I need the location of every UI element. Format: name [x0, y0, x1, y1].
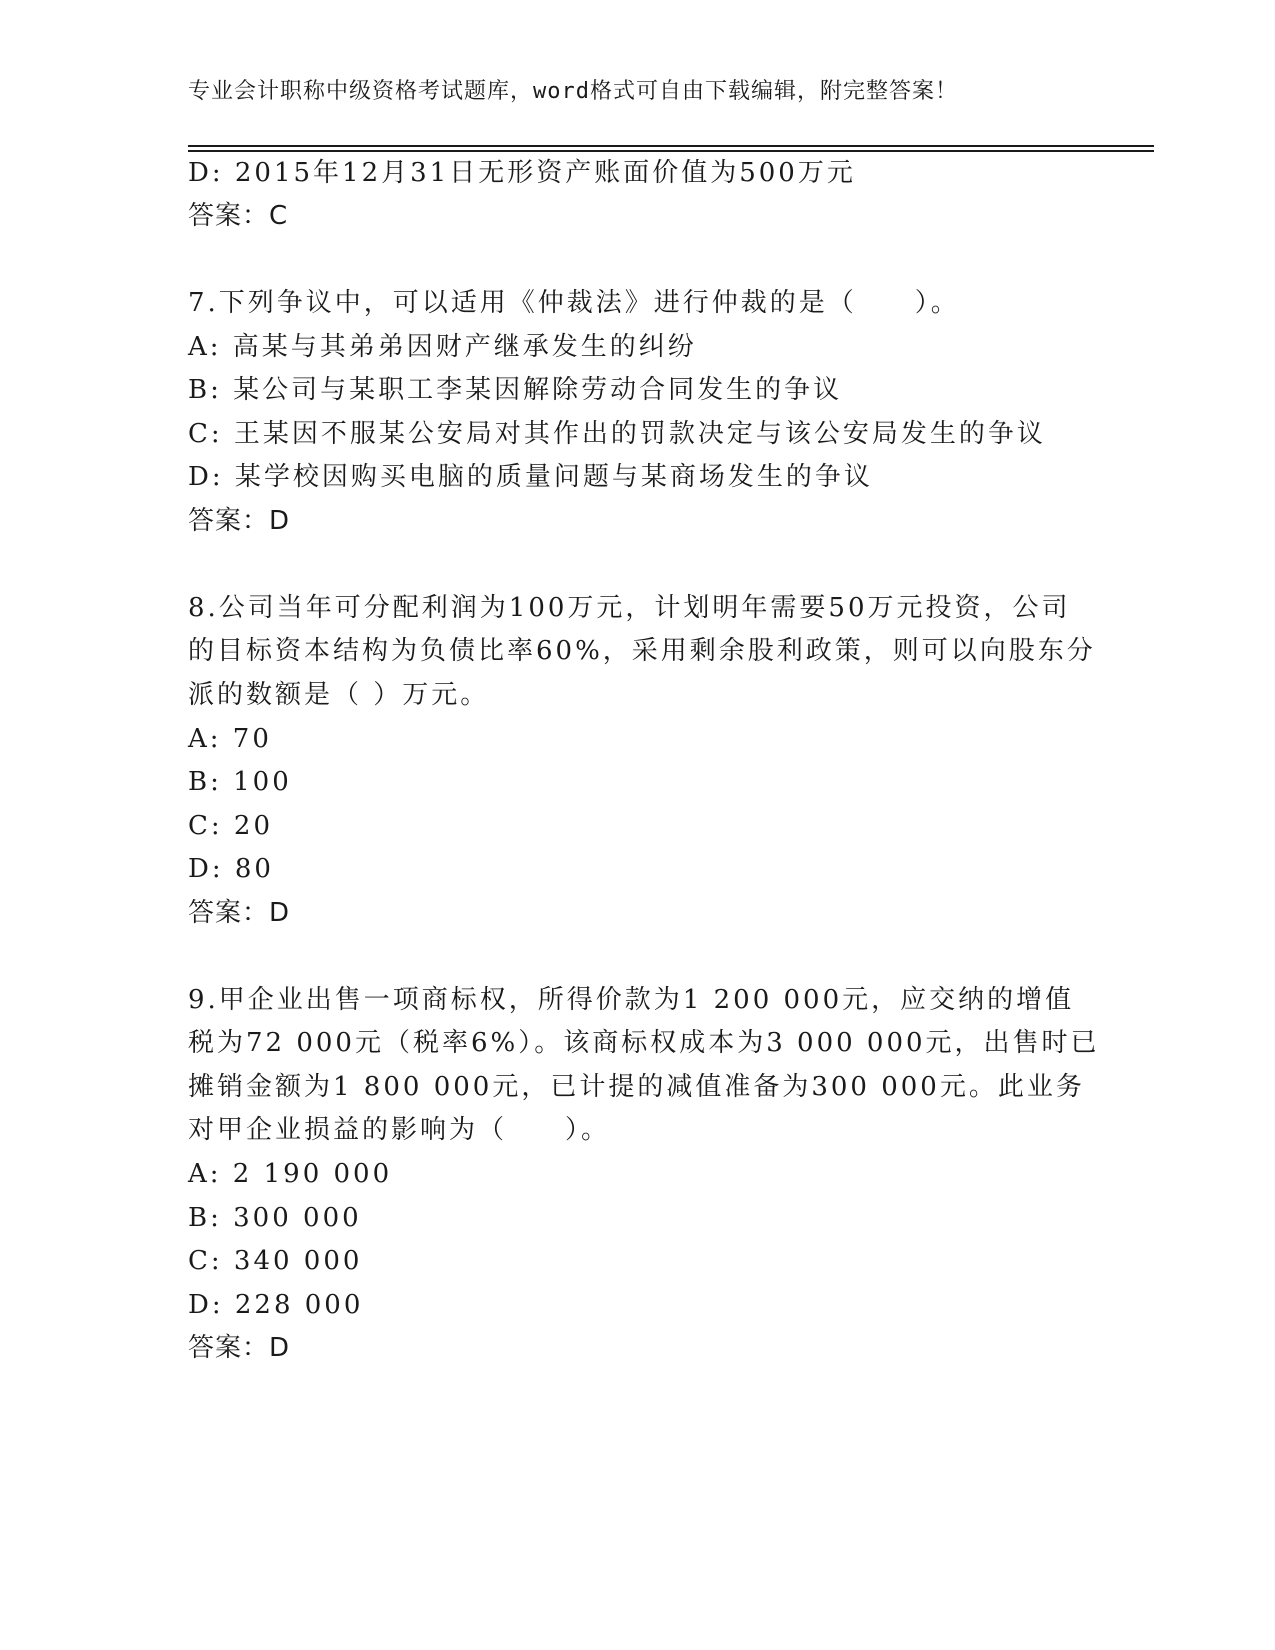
q8-stem-line-3: 派的数额是（ ）万元。: [188, 680, 490, 710]
q6-answer: 答案：C: [188, 201, 289, 231]
q8-option-b: B: 100: [188, 767, 292, 797]
q6-option-d: D: 2015年12月31日无形资产账面价值为500万元: [188, 158, 856, 188]
q9-option-d: D: 228 000: [188, 1290, 364, 1320]
q7-option-a: A: 高某与其弟弟因财产继承发生的纠纷: [188, 332, 697, 362]
q8-option-c: C: 20: [188, 811, 274, 841]
q8-stem-line-1: 8.公司当年可分配利润为100万元，计划明年需要50万元投资，公司: [188, 593, 1071, 623]
q9-stem-line-4: 对甲企业损益的影响为（ ）。: [188, 1115, 611, 1145]
q7-stem: 7.下列争议中，可以适用《仲裁法》进行仲裁的是（ ）。: [188, 288, 960, 318]
q8-answer: 答案：D: [188, 898, 291, 928]
q9-stem-line-1: 9.甲企业出售一项商标权，所得价款为1 200 000元，应交纳的增值: [188, 985, 1075, 1015]
q9-stem-line-2: 税为72 000元（税率6%）。该商标权成本为3 000 000元，出售时已: [188, 1028, 1100, 1058]
q8-stem-line-2: 的目标资本结构为负债比率60%，采用剩余股利政策，则可以向股东分: [188, 636, 1096, 666]
q7-option-c: C: 王某因不服某公安局对其作出的罚款决定与该公安局发生的争议: [188, 419, 1046, 449]
q7-option-b: B: 某公司与某职工李某因解除劳动合同发生的争议: [188, 375, 843, 405]
page-header: 专业会计职称中级资格考试题库，word格式可自由下载编辑，附完整答案！: [188, 79, 958, 104]
q9-option-c: C: 340 000: [188, 1246, 363, 1276]
q9-option-b: B: 300 000: [188, 1203, 362, 1233]
q8-option-d: D: 80: [188, 854, 274, 884]
header-rule-bottom: [188, 150, 1154, 152]
q7-answer: 答案：D: [188, 506, 291, 536]
q9-stem-line-3: 摊销金额为1 800 000元，已计提的减值准备为300 000元。此业务: [188, 1072, 1085, 1102]
q9-option-a: A: 2 190 000: [188, 1159, 393, 1189]
header-rule-top: [188, 145, 1154, 147]
q8-option-a: A: 70: [188, 724, 272, 754]
q9-answer: 答案：D: [188, 1333, 291, 1363]
q7-option-d: D: 某学校因购买电脑的质量问题与某商场发生的争议: [188, 462, 873, 492]
